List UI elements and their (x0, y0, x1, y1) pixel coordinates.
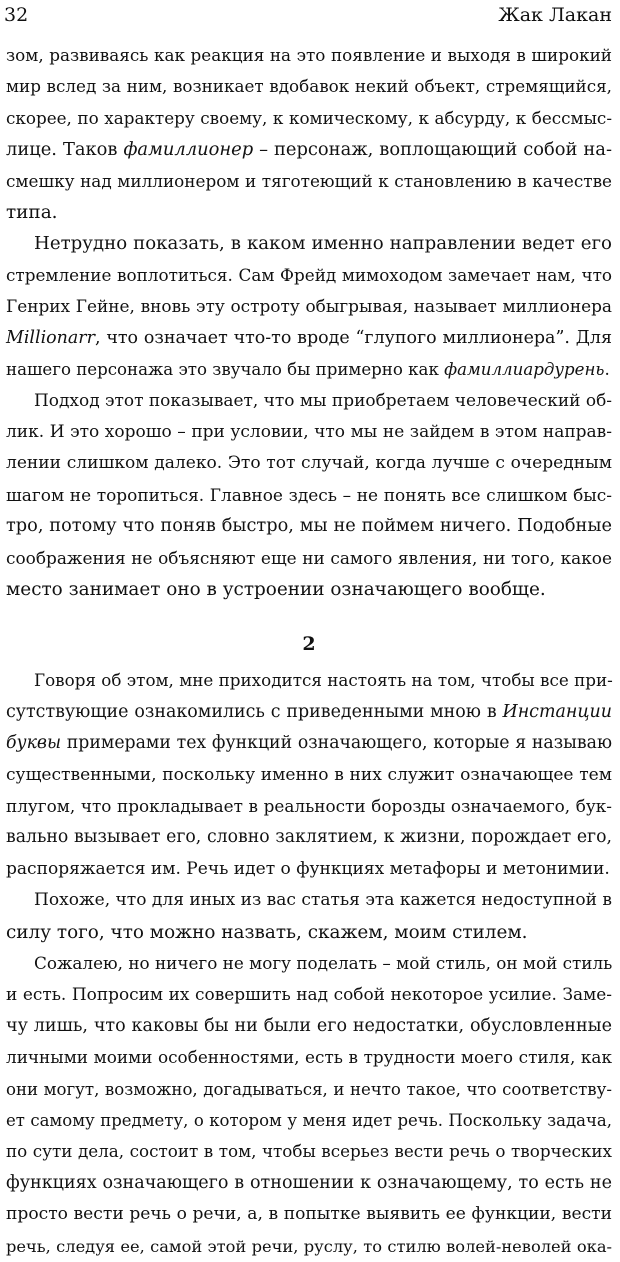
text-line: скорее, по характеру своему, к комическому, к абсурду, к бессмыс- (6, 107, 612, 128)
text-line: ет самому предмету, о котором у меня идет речь. Поскольку задача, (6, 1111, 612, 1130)
text-run: лице. Таков (6, 139, 124, 161)
text-line: личными моими особенностями, есть в трудности моего стиля, как (6, 1047, 612, 1068)
text-line: Подход этот показывает, что мы приобретаем человеческий об- (34, 390, 613, 411)
text-line: лении слишком далеко. Это тот случай, когда лучше с очередным (6, 453, 612, 474)
paragraph (6, 665, 612, 885)
italic-term: буквы (6, 733, 62, 754)
text-line: место занимает оно в устроении означающего вообще. (6, 578, 546, 600)
text-line: Генрих Гейне, вновь эту остроту обыгрывая, называет миллионера (6, 296, 612, 317)
text-line: существенными, поскольку именно в них служит означающее тем (6, 764, 612, 785)
text-run: , что означает что-то вроде “глупого миллионера”. Для (94, 327, 612, 348)
text-line: тро, потому что поняв быстро, мы не поймем ничего. Подобные (6, 516, 612, 537)
paragraph (6, 385, 612, 605)
text-line: шагом не торопиться. Главное здесь – не понять все слишком быс- (6, 484, 612, 505)
text-line: соображения не объясняют еще ни самого явления, ни того, какое (6, 547, 612, 568)
text-line (6, 134, 612, 165)
italic-term: Millionarr (6, 327, 95, 348)
text-line: функциях означающего в отношении к означающему, то есть не (6, 1172, 612, 1193)
text-line: они могут, возможно, догадываться, и нечто такое, что соответству- (6, 1079, 612, 1099)
text-line: просто вести речь о речи, а, в попытке выявить ее функции, вести (6, 1204, 612, 1225)
paragraph (6, 885, 612, 948)
text-run: – персонаж, воплощающий собой на- (253, 139, 612, 161)
text-line: распоряжается им. Речь идет о функциях метафоры и метонимии. (6, 858, 610, 879)
text-run: сутствующие ознакомились с приведенными мною в (6, 701, 503, 722)
text-line: стремление воплотиться. Сам Фрейд мимоходом замечает нам, что (6, 264, 612, 285)
italic-term: Инстанции (502, 701, 612, 722)
text-line: мир вслед за ним, возникает вдобавок некий объект, стремящийся, (6, 76, 612, 97)
text-line: зом, развиваясь как реакция на это появление и выходя в широкий (6, 45, 612, 65)
text-line: вально вызывает его, словно заклятием, к жизни, порождает его, (6, 827, 612, 848)
section-number: 2 (302, 633, 316, 656)
text-line: смешку над миллионером и тяготеющий к становлению в качестве (6, 170, 612, 191)
text-run: . (604, 360, 610, 380)
text-line: силу того, что можно назвать, скажем, моим стилем. (6, 921, 528, 943)
text-line (6, 354, 612, 385)
text-line (6, 323, 612, 354)
text-line: лик. И это хорошо – при условии, что мы не зайдем в этом направ- (6, 421, 612, 442)
text-line: типа. (6, 202, 58, 224)
page-number: 32 (4, 4, 29, 26)
text-line: плугом, что прокладывает в реальности борозды означаемого, бук- (6, 795, 612, 816)
text-line: Похоже, что для иных из вас статья эта кажется недоступной в (34, 890, 612, 911)
text-line: по сути дела, состоит в том, чтобы всерьез вести речь о творческих (6, 1141, 612, 1162)
text-line: Сожалею, но ничего не могу поделать – мой стиль, он мой стиль (34, 952, 613, 973)
page-header (4, 2, 612, 28)
italic-term: фамиллионер (123, 139, 254, 161)
text-run: нашего персонажа это звучало бы примерно как (6, 360, 445, 380)
body-text (6, 40, 612, 1262)
italic-term: фамиллиардурень (444, 360, 605, 380)
paragraph (6, 40, 612, 228)
text-line: речь, следуя ее, самой этой речи, руслу, то стилю волей-неволей ока- (6, 1236, 612, 1256)
text-line (6, 697, 612, 728)
text-line: чу лишь, что каковы бы ни были его недостатки, обусловленные (6, 1015, 612, 1036)
paragraph (6, 228, 612, 385)
running-head-author: Жак Лакан (498, 4, 612, 26)
text-line: и есть. Попросим их совершить над собой некоторое усилие. Заме- (6, 984, 612, 1005)
text-line: Нетрудно показать, в каком именно направлении ведет его (34, 233, 612, 255)
text-run: примерами тех функций означающего, которые я называю (61, 733, 612, 754)
text-line (6, 728, 612, 759)
text-line: Говоря об этом, мне приходится настоять на том, чтобы все при- (34, 670, 613, 691)
paragraph (6, 948, 612, 1262)
